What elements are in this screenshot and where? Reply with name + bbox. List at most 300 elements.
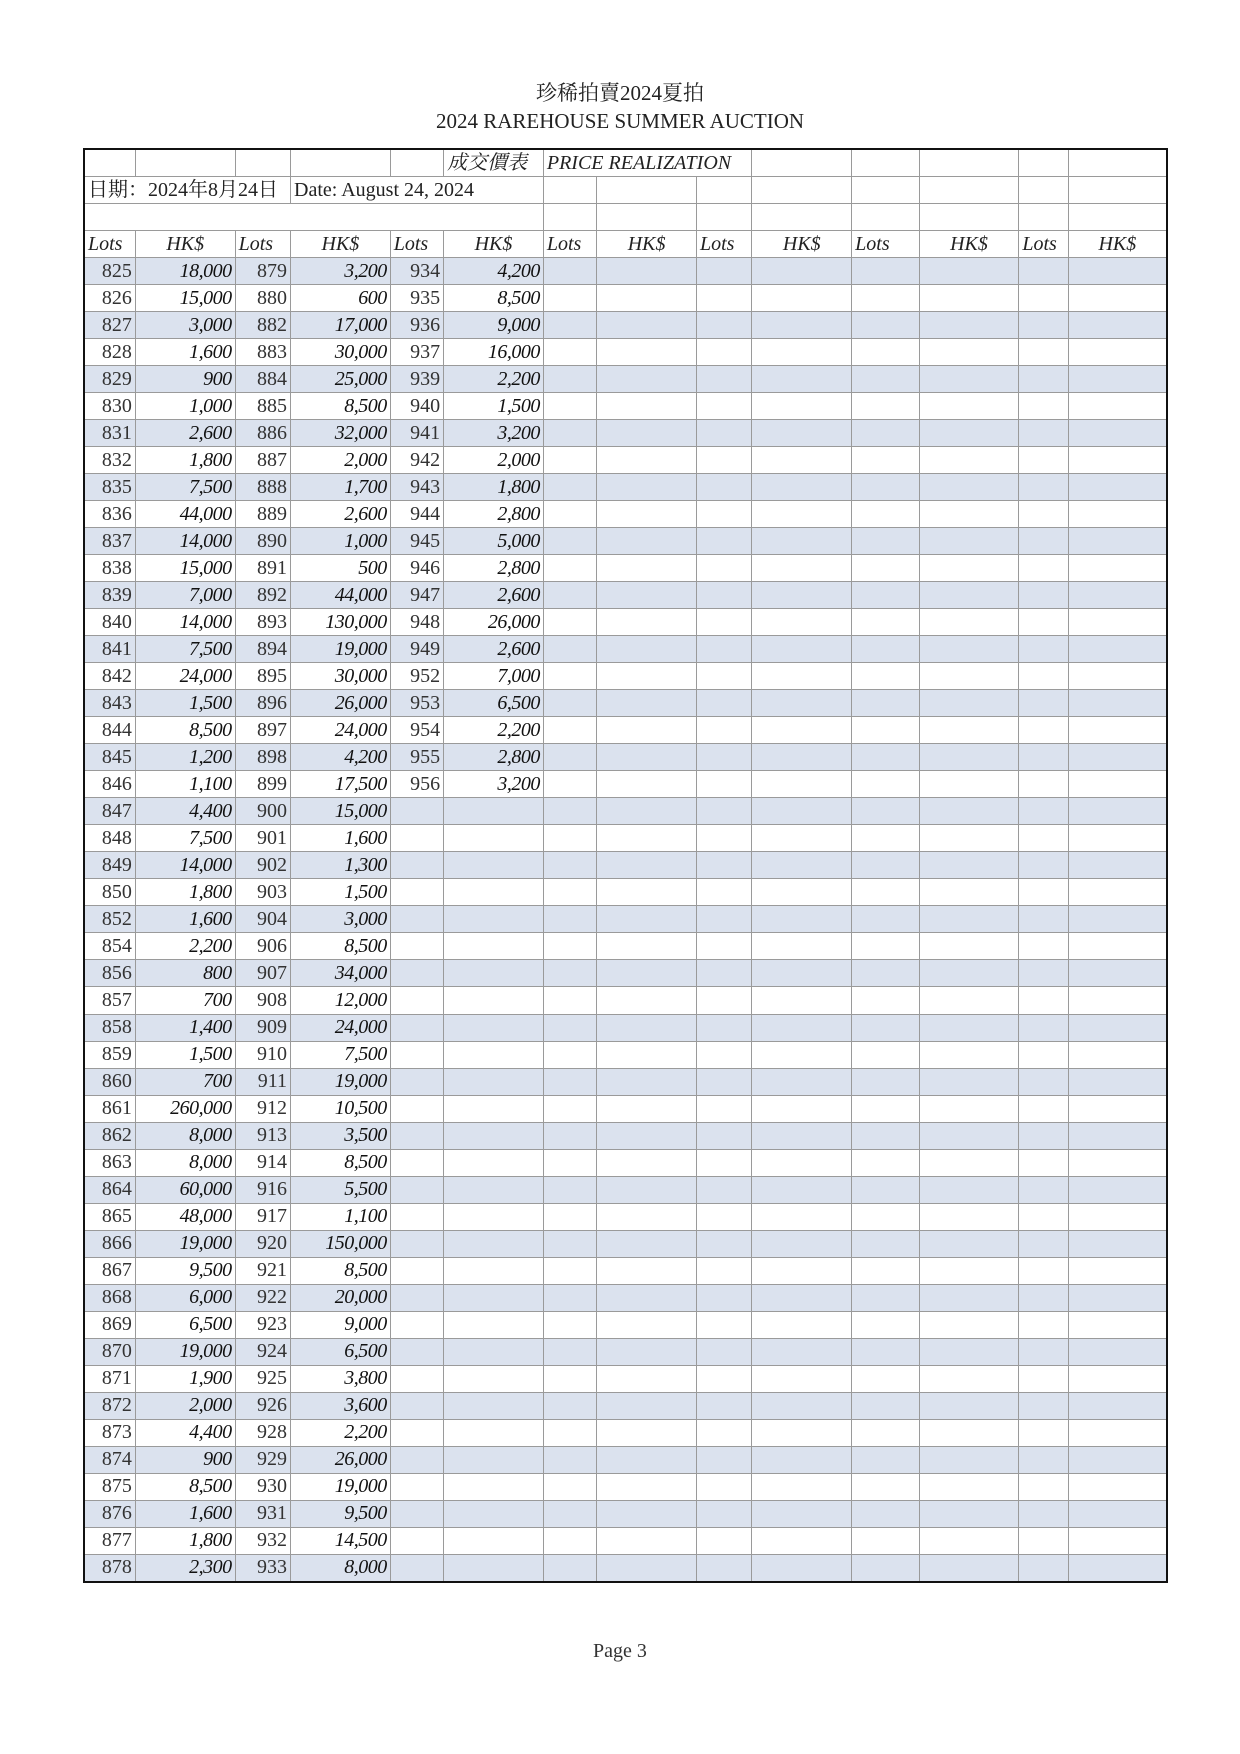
table-row [84,879,1167,906]
empty-cell [597,1068,697,1095]
empty-cell [697,555,752,582]
empty-cell [1019,1527,1068,1554]
lot-number-cell: 903 [235,879,290,906]
price-cell: 2,000 [291,447,391,474]
empty-cell [543,609,596,636]
empty-cell [543,1095,596,1122]
empty-cell [852,1338,919,1365]
empty-cell [597,1338,697,1365]
empty-cell [852,339,919,366]
lot-number-cell: 952 [390,663,443,690]
empty-cell [697,609,752,636]
table-row [84,1014,1167,1041]
empty-cell [752,258,852,285]
empty-cell [1068,555,1167,582]
lot-number-cell: 827 [84,312,135,339]
empty-cell [1019,1068,1068,1095]
empty-cell [852,366,919,393]
lot-number-cell: 935 [390,285,443,312]
table-row [84,1284,1167,1311]
empty-cell [752,798,852,825]
table-row [84,1446,1167,1473]
empty-cell [919,1392,1019,1419]
lot-number-cell: 894 [235,636,290,663]
empty-cell [752,1095,852,1122]
empty-cell [543,393,596,420]
empty-cell [1068,258,1167,285]
lot-number-cell [390,1041,443,1068]
price-cell: 9,500 [291,1500,391,1527]
lot-number-cell: 899 [235,771,290,798]
price-cell [444,960,544,987]
empty-cell [1068,771,1167,798]
empty-cell [1068,1554,1167,1582]
lot-number-cell: 896 [235,690,290,717]
empty-cell [1068,393,1167,420]
lot-number-cell: 880 [235,285,290,312]
empty-cell [1068,501,1167,528]
empty-cell [1068,690,1167,717]
hkd-column-header: HK$ [752,231,852,258]
empty-cell [543,528,596,555]
lot-number-cell: 884 [235,366,290,393]
lot-number-cell: 862 [84,1122,135,1149]
table-title-english: PRICE REALIZATION [543,149,752,177]
empty-cell [919,1014,1019,1041]
price-cell: 900 [135,1446,235,1473]
price-cell: 2,600 [444,636,544,663]
price-cell [444,1257,544,1284]
empty-cell [1068,528,1167,555]
empty-cell [1019,582,1068,609]
empty-cell [697,1257,752,1284]
empty-cell [597,609,697,636]
empty-cell [697,663,752,690]
empty-cell [852,1473,919,1500]
empty-cell [852,1311,919,1338]
empty-cell [697,1284,752,1311]
table-row [84,690,1167,717]
empty-cell [697,1311,752,1338]
empty-cell [543,1338,596,1365]
price-cell: 19,000 [291,1473,391,1500]
empty-cell [919,1500,1019,1527]
lot-number-cell [390,1014,443,1041]
empty-cell [543,744,596,771]
price-cell: 260,000 [135,1095,235,1122]
table-row [84,474,1167,501]
empty-cell [1068,906,1167,933]
price-cell: 12,000 [291,987,391,1014]
lot-number-cell [390,1203,443,1230]
price-cell: 4,200 [291,744,391,771]
price-cell: 19,000 [291,636,391,663]
price-cell [444,1284,544,1311]
lot-number-cell: 931 [235,1500,290,1527]
empty-cell [852,879,919,906]
lot-number-cell [390,1176,443,1203]
lot-number-cell: 909 [235,1014,290,1041]
price-cell [444,879,544,906]
empty-cell [543,933,596,960]
empty-cell [597,1365,697,1392]
lot-number-cell: 830 [84,393,135,420]
lot-number-cell: 825 [84,258,135,285]
empty-cell [597,1203,697,1230]
empty-cell [597,636,697,663]
empty-cell [597,312,697,339]
empty-cell [852,1122,919,1149]
empty-cell [697,798,752,825]
table-row [84,663,1167,690]
empty-cell [1068,339,1167,366]
empty-cell [919,1203,1019,1230]
empty-cell [919,393,1019,420]
lot-number-cell: 940 [390,393,443,420]
empty-cell [543,798,596,825]
price-cell: 19,000 [291,1068,391,1095]
empty-cell [1068,879,1167,906]
empty-cell [543,1419,596,1446]
price-cell: 2,000 [135,1392,235,1419]
empty-cell [919,420,1019,447]
empty-cell [1019,879,1068,906]
lot-number-cell: 891 [235,555,290,582]
empty-cell [852,528,919,555]
lot-number-cell: 902 [235,852,290,879]
empty-cell [597,1527,697,1554]
price-cell: 2,600 [291,501,391,528]
empty-cell [752,1365,852,1392]
lot-number-cell: 924 [235,1338,290,1365]
empty-cell [1068,1203,1167,1230]
empty-cell [1019,1419,1068,1446]
lot-number-cell: 839 [84,582,135,609]
lot-number-cell: 948 [390,609,443,636]
price-cell: 1,600 [135,339,235,366]
table-row [84,798,1167,825]
empty-cell [752,933,852,960]
empty-cell [1068,1041,1167,1068]
empty-cell [852,1554,919,1582]
price-cell: 2,200 [135,933,235,960]
price-cell: 8,500 [291,393,391,420]
empty-cell [1019,852,1068,879]
price-cell: 30,000 [291,663,391,690]
empty-cell [697,501,752,528]
lot-number-cell: 897 [235,717,290,744]
price-cell: 1,600 [135,906,235,933]
empty-cell [1068,1176,1167,1203]
table-row [84,906,1167,933]
empty-cell [852,1284,919,1311]
lot-number-cell: 904 [235,906,290,933]
empty-cell [597,339,697,366]
lot-number-cell: 949 [390,636,443,663]
price-cell [444,1446,544,1473]
empty-cell [852,285,919,312]
table-row [84,1068,1167,1095]
price-cell: 2,300 [135,1554,235,1582]
empty-cell [1019,933,1068,960]
empty-cell [1019,1338,1068,1365]
lot-number-cell: 907 [235,960,290,987]
empty-cell [919,1230,1019,1257]
price-cell: 3,500 [291,1122,391,1149]
empty-cell [919,528,1019,555]
empty-cell [543,852,596,879]
price-cell: 9,000 [444,312,544,339]
empty-cell [1019,1311,1068,1338]
empty-cell [1019,825,1068,852]
empty-cell [752,1500,852,1527]
price-cell: 700 [135,1068,235,1095]
price-cell [444,1122,544,1149]
table-row [84,1527,1167,1554]
empty-cell [1019,1203,1068,1230]
empty-cell [543,960,596,987]
lot-number-cell: 887 [235,447,290,474]
empty-cell [1068,1122,1167,1149]
empty-cell [852,1257,919,1284]
empty-cell [597,555,697,582]
empty-cell [697,1176,752,1203]
empty-cell [1019,501,1068,528]
empty-cell [1019,906,1068,933]
empty-cell [752,690,852,717]
empty-cell [752,1554,852,1582]
empty-cell [919,879,1019,906]
empty-cell [1068,1284,1167,1311]
table-row [84,1419,1167,1446]
empty-cell [1019,366,1068,393]
empty-cell [1019,474,1068,501]
empty-cell [697,1419,752,1446]
empty-cell [597,1095,697,1122]
lot-number-cell: 861 [84,1095,135,1122]
empty-cell [697,744,752,771]
lot-number-cell: 831 [84,420,135,447]
empty-cell [597,1419,697,1446]
lots-column-header: Lots [697,231,752,258]
empty-cell [597,1446,697,1473]
lots-column-header: Lots [1019,231,1068,258]
table-row [84,987,1167,1014]
table-row [84,528,1167,555]
lot-number-cell: 874 [84,1446,135,1473]
empty-cell [919,1257,1019,1284]
price-cell: 7,500 [135,636,235,663]
lot-number-cell: 937 [390,339,443,366]
lot-number-cell: 847 [84,798,135,825]
empty-cell [852,1041,919,1068]
lot-number-cell: 869 [84,1311,135,1338]
lot-number-cell: 840 [84,609,135,636]
price-cell: 60,000 [135,1176,235,1203]
empty-cell [752,1122,852,1149]
lot-number-cell [390,1419,443,1446]
empty-cell [597,960,697,987]
document-title-english: 2024 RAREHOUSE SUMMER AUCTION [435,109,805,133]
price-cell: 800 [135,960,235,987]
lot-number-cell: 886 [235,420,290,447]
empty-cell [597,1257,697,1284]
price-cell: 2,200 [444,366,544,393]
lot-number-cell: 882 [235,312,290,339]
lot-number-cell [390,825,443,852]
empty-cell [543,582,596,609]
empty-cell [697,420,752,447]
empty-cell [752,1149,852,1176]
lot-number-cell [390,1365,443,1392]
empty-cell [852,1149,919,1176]
empty-cell [919,366,1019,393]
lot-number-cell: 857 [84,987,135,1014]
price-cell: 6,500 [444,690,544,717]
empty-cell [543,663,596,690]
lot-number-cell: 934 [390,258,443,285]
price-cell: 150,000 [291,1230,391,1257]
price-cell: 500 [291,555,391,582]
empty-cell [697,1338,752,1365]
empty-cell [752,1041,852,1068]
lot-number-cell: 893 [235,609,290,636]
lot-number-cell: 849 [84,852,135,879]
price-cell: 44,000 [135,501,235,528]
lot-number-cell: 867 [84,1257,135,1284]
empty-cell [697,636,752,663]
lot-number-cell: 947 [390,582,443,609]
lot-number-cell: 926 [235,1392,290,1419]
lot-number-cell: 832 [84,447,135,474]
table-row [84,1554,1167,1582]
price-cell [444,825,544,852]
table-row [84,1500,1167,1527]
empty-cell [752,312,852,339]
empty-cell [697,1554,752,1582]
lot-number-cell: 877 [84,1527,135,1554]
empty-cell [697,474,752,501]
lots-column-header: Lots [852,231,919,258]
lot-number-cell [390,1392,443,1419]
lot-number-cell [390,1257,443,1284]
lot-number-cell: 922 [235,1284,290,1311]
empty-cell [1019,663,1068,690]
empty-cell [597,528,697,555]
price-cell: 2,600 [135,420,235,447]
price-cell: 3,200 [444,771,544,798]
lot-number-cell: 906 [235,933,290,960]
price-cell: 1,800 [135,879,235,906]
empty-cell [752,906,852,933]
lot-number-cell: 837 [84,528,135,555]
empty-cell [919,582,1019,609]
empty-cell [543,636,596,663]
empty-cell [543,1311,596,1338]
lot-number-cell: 872 [84,1392,135,1419]
price-cell: 2,200 [444,717,544,744]
empty-cell [697,1068,752,1095]
empty-cell [919,744,1019,771]
empty-cell [697,717,752,744]
lot-number-cell: 923 [235,1311,290,1338]
empty-cell [752,1203,852,1230]
price-cell: 15,000 [291,798,391,825]
lot-number-cell [390,906,443,933]
empty-cell [1068,1446,1167,1473]
empty-cell [697,582,752,609]
empty-cell [919,501,1019,528]
empty-cell [919,636,1019,663]
empty-cell [1019,1500,1068,1527]
price-cell [444,1176,544,1203]
table-row [84,420,1167,447]
lot-number-cell: 888 [235,474,290,501]
price-cell: 9,000 [291,1311,391,1338]
table-row [84,1149,1167,1176]
empty-cell [752,1392,852,1419]
price-cell: 600 [291,285,391,312]
empty-cell [1019,285,1068,312]
empty-cell [752,1311,852,1338]
table-row [84,1338,1167,1365]
lot-number-cell: 879 [235,258,290,285]
empty-cell [852,771,919,798]
price-cell [444,798,544,825]
empty-cell [1019,1095,1068,1122]
lot-number-cell: 921 [235,1257,290,1284]
empty-cell [543,258,596,285]
lot-number-cell: 944 [390,501,443,528]
empty-cell [852,852,919,879]
empty-cell [543,717,596,744]
lot-number-cell [390,879,443,906]
empty-cell [852,258,919,285]
table-row [84,393,1167,420]
empty-cell [543,339,596,366]
empty-cell [697,960,752,987]
price-cell: 14,500 [291,1527,391,1554]
empty-cell [852,420,919,447]
table-row [84,717,1167,744]
empty-cell [1068,636,1167,663]
price-cell: 14,000 [135,852,235,879]
table-row [84,1365,1167,1392]
table-row [84,501,1167,528]
lot-number-cell: 908 [235,987,290,1014]
price-cell: 1,100 [291,1203,391,1230]
lot-number-cell: 954 [390,717,443,744]
price-cell: 8,500 [291,933,391,960]
empty-cell [697,852,752,879]
empty-cell [697,1473,752,1500]
price-cell: 6,000 [135,1284,235,1311]
empty-cell [919,717,1019,744]
empty-cell [543,1203,596,1230]
empty-cell [1068,1419,1167,1446]
empty-cell [919,285,1019,312]
empty-cell [852,312,919,339]
lot-number-cell: 863 [84,1149,135,1176]
lot-number-cell: 890 [235,528,290,555]
empty-cell [597,1554,697,1582]
empty-cell [597,1122,697,1149]
lots-column-header: Lots [543,231,596,258]
empty-cell [543,906,596,933]
lot-number-cell: 838 [84,555,135,582]
price-cell: 17,500 [291,771,391,798]
lot-number-cell [390,1122,443,1149]
